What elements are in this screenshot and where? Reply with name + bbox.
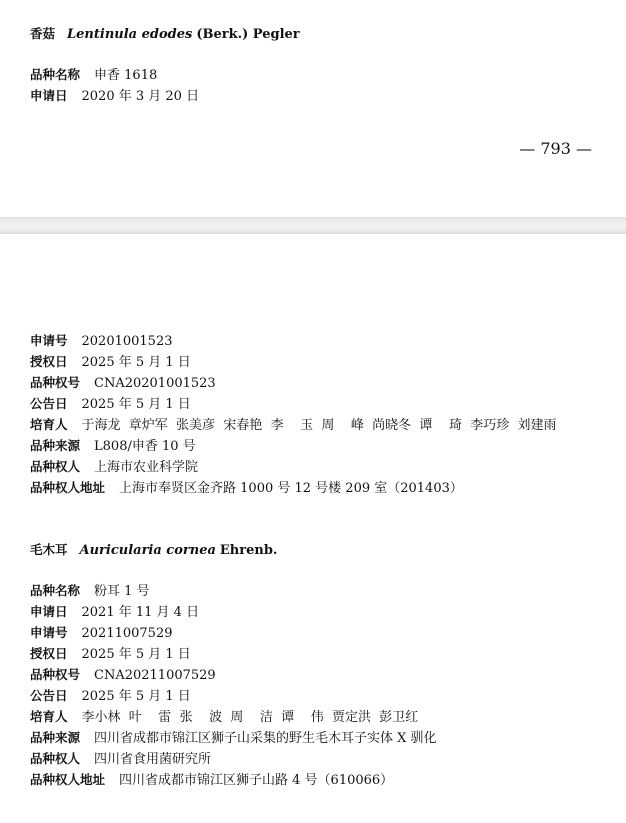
species-latin-name: Lentinula edodes <box>67 27 193 42</box>
page-number: — 793 — <box>519 139 592 158</box>
field-value: 2021 年 11 月 4 日 <box>81 605 200 620</box>
species-authority: Ehrenb. <box>219 543 278 558</box>
page-separator <box>0 217 626 234</box>
species-chinese-name: 香菇 <box>30 26 56 41</box>
field-label: 品种权号 <box>30 375 81 390</box>
field-row <box>30 625 173 642</box>
field-value: 2025 年 5 月 1 日 <box>81 647 191 662</box>
field-label: 培育人 <box>30 417 68 432</box>
field-label: 申请日 <box>30 88 68 103</box>
field-row <box>30 772 393 789</box>
field-row <box>30 88 199 105</box>
field-label: 授权日 <box>30 354 68 369</box>
field-label: 申请号 <box>30 333 68 348</box>
field-label: 品种权人 <box>30 751 81 766</box>
field-label: 品种权人 <box>30 459 81 474</box>
species-latin-name: Auricularia cornea <box>79 543 216 558</box>
field-row <box>30 417 557 434</box>
field-row <box>30 480 463 497</box>
field-value: 2020 年 3 月 20 日 <box>81 89 200 104</box>
field-value: 上海市奉贤区金齐路 1000 号 12 号楼 209 室（201403） <box>119 481 463 496</box>
field-label: 品种权人地址 <box>30 480 106 495</box>
field-value: 2025 年 5 月 1 日 <box>81 689 191 704</box>
field-value: L808/申香 10 号 <box>94 439 196 454</box>
field-label: 品种权人地址 <box>30 772 106 787</box>
field-value: CNA20211007529 <box>94 668 216 683</box>
field-row <box>30 688 191 705</box>
field-label: 培育人 <box>30 709 68 724</box>
species-chinese-name: 毛木耳 <box>30 542 68 557</box>
field-value: 20211007529 <box>81 626 173 641</box>
field-value: 2025 年 5 月 1 日 <box>81 355 191 370</box>
field-label: 品种名称 <box>30 67 81 82</box>
field-value: 李小林 叶 雷 张 波 周 洁 谭 伟 贾定洪 彭卫红 <box>81 710 419 725</box>
species-authority: (Berk.) Pegler <box>196 27 300 42</box>
field-label: 授权日 <box>30 646 68 661</box>
field-row <box>30 667 216 684</box>
field-row <box>30 459 198 476</box>
field-label: 品种来源 <box>30 730 81 745</box>
field-row <box>30 583 150 600</box>
field-row <box>30 354 191 371</box>
field-row <box>30 333 173 350</box>
field-label: 公告日 <box>30 688 68 703</box>
field-label: 公告日 <box>30 396 68 411</box>
field-row <box>30 604 199 621</box>
field-label: 品种权号 <box>30 667 81 682</box>
field-value: 申香 1618 <box>94 68 158 83</box>
field-value: 四川省成都市锦江区狮子山路 4 号（610066） <box>119 773 394 788</box>
field-row <box>30 709 418 726</box>
field-value: CNA20201001523 <box>94 376 216 391</box>
field-value: 上海市农业科学院 <box>94 460 199 475</box>
field-value: 于海龙 章炉军 张美彦 宋春艳 李 玉 周 峰 尚晓冬 谭 琦 李巧珍 刘建雨 <box>81 418 557 433</box>
field-label: 品种名称 <box>30 583 81 598</box>
field-label: 申请号 <box>30 625 68 640</box>
field-row <box>30 396 191 413</box>
field-value: 2025 年 5 月 1 日 <box>81 397 191 412</box>
field-value: 20201001523 <box>81 334 173 349</box>
field-row <box>30 751 211 768</box>
species-heading-1 <box>30 26 300 43</box>
field-value: 四川省成都市锦江区狮子山采集的野生毛木耳子实体 X 驯化 <box>94 731 437 746</box>
field-value: 粉耳 1 号 <box>94 584 150 599</box>
field-row <box>30 646 191 663</box>
field-row <box>30 438 196 455</box>
field-value: 四川省食用菌研究所 <box>94 752 212 767</box>
field-row <box>30 67 157 84</box>
field-label: 品种来源 <box>30 438 81 453</box>
field-row <box>30 730 437 747</box>
species-heading-2 <box>30 542 277 559</box>
field-label: 申请日 <box>30 604 68 619</box>
field-row <box>30 375 216 392</box>
